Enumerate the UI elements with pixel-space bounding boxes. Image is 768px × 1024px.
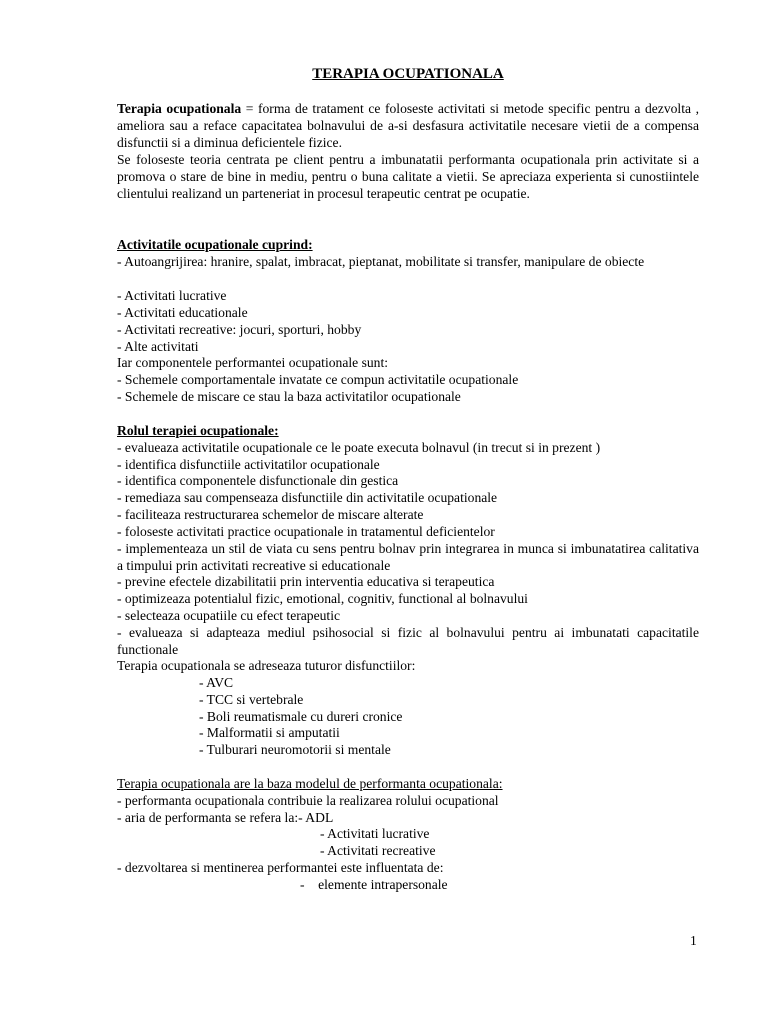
model-line: - performanta ocupationala contribuie la realizarea rolului ocupational [117, 793, 499, 808]
intro-term: Terapia ocupationala [117, 101, 242, 116]
addresses-intro: Terapia ocupationala se adreseaza tuturor disfunctiilor: [117, 658, 416, 673]
condition-item: - AVC [199, 675, 234, 690]
model-line: - Activitati lucrative [320, 826, 430, 841]
role-item-lifestyle: - implementeaza un stil de viata cu sens pentru bolnav prin integrarea in munca si imbunatatirea calitativa a timpului prin activitati recreative si educationale [117, 541, 699, 573]
condition-item: - Boli reumatismale cu dureri cronice [199, 709, 403, 724]
condition-item: - Malformatii si amputatii [199, 725, 340, 740]
role-item: - identifica disfunctiile activitatilor ocupationale [117, 457, 380, 472]
component-item: - Schemele comportamentale invatate ce compun activitatile ocupationale [117, 372, 519, 387]
activity-item: - Activitati recreative: jocuri, sporturi, hobby [117, 322, 362, 337]
activity-item: - Activitati lucrative [117, 288, 227, 303]
role-item-environment: - evalueaza si adapteaza mediul psihosocial si fizic al bolnavului pentru ai imbunatati capacitatile functionale [117, 625, 699, 657]
section-heading-model: Terapia ocupationala are la baza modelul de performanta ocupationala: [117, 776, 503, 791]
activity-item: - Activitati educationale [117, 305, 248, 320]
role-item: - foloseste activitati practice ocupationale in tratamentul deficientelor [117, 524, 495, 539]
condition-item: - Tulburari neuromotorii si mentale [199, 742, 391, 757]
component-item: - Schemele de miscare ce stau la baza activitatilor ocupationale [117, 389, 461, 404]
section-heading-role: Rolul terapiei ocupationale: [117, 423, 279, 438]
activity-item-selfcare: - Autoangrijirea: hranire, spalat, imbracat, pieptanat, mobilitate si transfer, manipulare de obiecte [117, 254, 645, 269]
role-item: - selecteaza ocupatiile cu efect terapeutic [117, 608, 341, 623]
page-number: 1 [690, 933, 697, 948]
role-item: - evalueaza activitatile ocupationale ce le poate executa bolnavul (in trecut si in prezent ) [117, 440, 601, 455]
model-line: - dezvoltarea si mentinerea performantei este influentata de: [117, 860, 444, 875]
intro-paragraph-2: Se foloseste teoria centrata pe client pentru a imbunatatii performanta ocupationala prin activitate si a promova o stare de bine in mediu, pentru o buna calitate a vietii. Se apreciaza experienta si cunostiintele clientului realizand un parteneriat in procesul terapeutic centrat pe ocupatie. [117, 152, 699, 201]
role-item: - optimizeaza potentialul fizic, emotional, cognitiv, functional al bolnavului [117, 591, 528, 606]
role-item: - previne efectele dizabilitatii prin interventia educativa si terapeutica [117, 574, 495, 589]
condition-item: - TCC si vertebrale [199, 692, 304, 707]
document-title: TERAPIA OCUPATIONALA [312, 66, 504, 82]
section-heading-activities: Activitatile ocupationale cuprind: [117, 237, 313, 252]
role-item: - faciliteaza restructurarea schemelor de miscare alterate [117, 507, 424, 522]
intro-definition: = forma de tratament ce foloseste activitati si metode specific pentru a dezvolta , ameliora sau a reface capacitatea bolnavului de a-si desfasura activitatile necesare vietii de a compensa disfunctii si a diminua deficientele fizice. [117, 101, 699, 150]
role-item: - identifica componentele disfunctionale din gestica [117, 473, 399, 488]
role-item: - remediaza sau compenseaza disfunctiile din activitatile ocupationale [117, 490, 498, 505]
model-line: - elemente intrapersonale [300, 877, 448, 892]
model-line: - Activitati recreative [320, 843, 436, 858]
model-line: - aria de performanta se refera la:- ADL [117, 810, 334, 825]
components-intro: Iar componentele performantei ocupationale sunt: [117, 355, 389, 370]
activity-item: - Alte activitati [117, 339, 199, 354]
intro-paragraph [117, 101, 699, 151]
